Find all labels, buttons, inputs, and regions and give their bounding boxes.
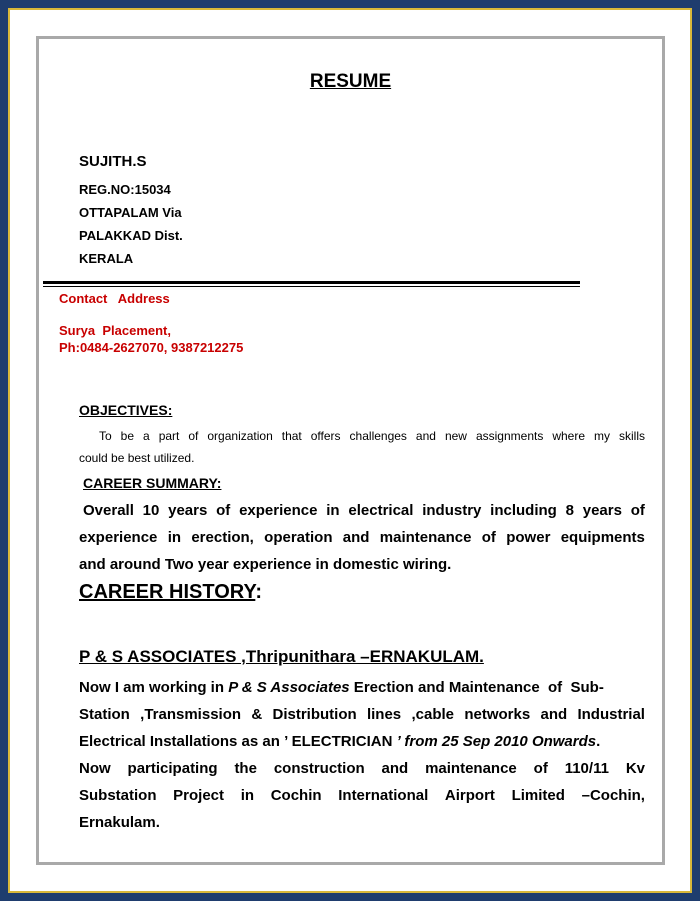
career-history-text: CAREER HISTORY <box>79 581 256 603</box>
career-history-colon: : <box>255 581 262 603</box>
career-summary-line-3: and around Two year experience in domestic wiring. <box>79 556 452 573</box>
career-history-heading <box>79 581 262 604</box>
start-date-italic: ’ from 25 Sep 2010 Onwards <box>396 733 597 750</box>
contact-heading: Contact Address <box>59 291 170 306</box>
resume-page <box>36 36 665 865</box>
work-line-1-c: Erection and Maintenance of Sub- <box>349 679 604 696</box>
reg-number: REG.NO:15034 <box>79 182 171 197</box>
objectives-line-1: To be a part of organization that offers challenges and new assignments where my skills <box>99 429 645 443</box>
work-line-4: Now participating the construction and maintenance of 110/11 Kv <box>79 760 645 777</box>
career-summary-line-2: experience in erection, operation and maintenance of power equipments <box>79 529 645 546</box>
divider-thin <box>43 286 580 287</box>
work-line-3-c: . <box>596 733 601 750</box>
work-line-3 <box>79 733 600 750</box>
contact-line-1: Surya Placement, <box>59 323 171 338</box>
objectives-heading: OBJECTIVES: <box>79 402 173 418</box>
applicant-name: SUJITH.S <box>79 153 147 170</box>
resume-title: RESUME <box>309 71 392 92</box>
work-line-6: Ernakulam. <box>79 814 160 831</box>
contact-phone: Ph:0484-2627070, 9387212275 <box>59 340 244 355</box>
divider-thick <box>43 281 580 284</box>
company-name: P & S ASSOCIATES ,Thripunithara –ERNAKULAM. <box>79 647 484 666</box>
address-line-1: OTTAPALAM Via <box>79 205 182 220</box>
company-italic: P & S Associates <box>228 679 350 696</box>
work-line-1-a: Now I am working in <box>79 679 229 696</box>
address-line-2: PALAKKAD Dist. <box>79 228 183 243</box>
work-line-5: Substation Project in Cochin International Airport Limited –Cochin, <box>79 787 645 804</box>
career-summary-heading: CAREER SUMMARY: <box>83 475 222 491</box>
address-line-3: KERALA <box>79 251 134 266</box>
work-line-3-a: Electrical Installations as an ’ ELECTRICIAN <box>79 733 397 750</box>
objectives-line-2: could be best utilized. <box>79 451 195 465</box>
work-line-1 <box>79 679 645 696</box>
work-line-2: Station ,Transmission & Distribution lines ,cable networks and Industrial <box>79 706 645 723</box>
career-summary-line-1: Overall 10 years of experience in electrical industry including 8 years of <box>83 502 645 519</box>
